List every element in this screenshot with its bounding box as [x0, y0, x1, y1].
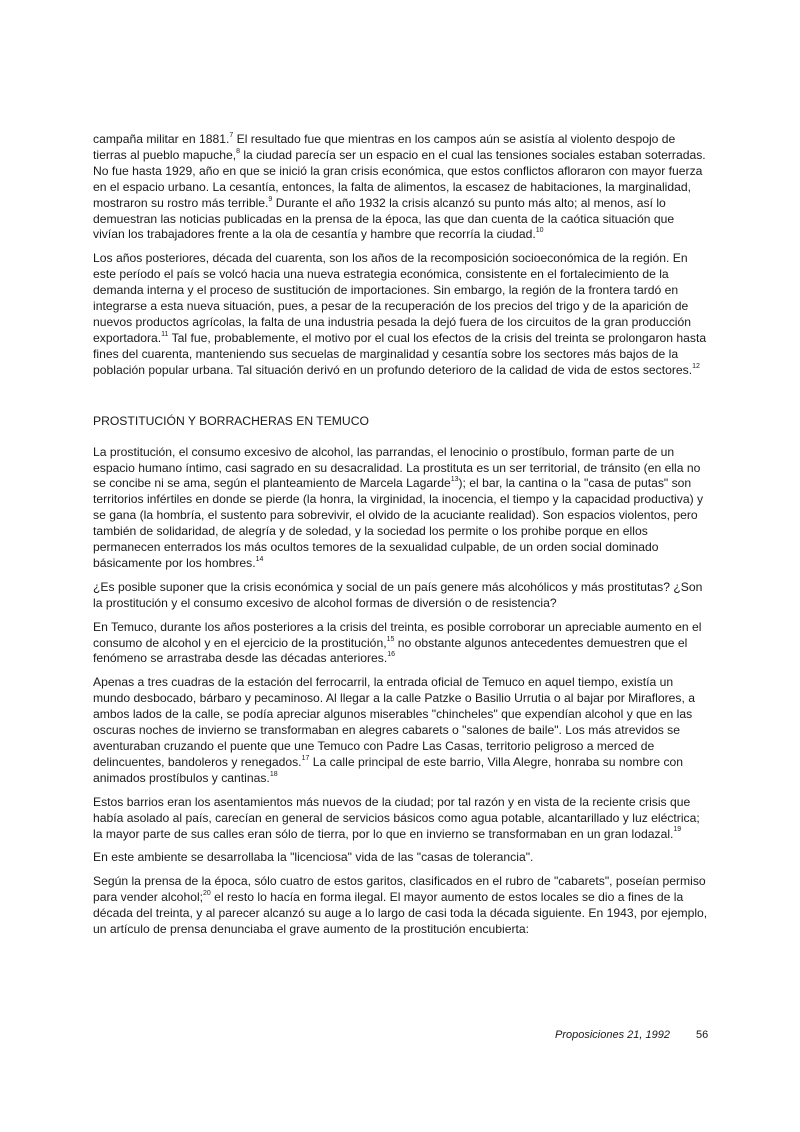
intro-section	[93, 132, 709, 379]
footnote-ref: 14	[255, 555, 264, 563]
page-footer	[555, 1028, 715, 1042]
document-body	[93, 132, 709, 946]
paragraph	[93, 795, 709, 843]
section-heading: PROSTITUCIÓN Y BORRACHERAS EN TEMUCO	[93, 413, 369, 428]
footnote-ref: 17	[301, 754, 310, 762]
text-run: Tal fue, probablemente, el motivo por el cual los efectos de la crisis del treinta se prolongaron hasta fines del cuarenta, manteniendo sus secuelas de marginalidad y cesantía sobre los sectores más bajos de la población popular urbana. Tal situación derivó en un profundo deterioro de la calidad de vida de estos sectores.	[93, 330, 707, 377]
footnote-ref: 19	[673, 826, 682, 834]
paragraph	[93, 251, 709, 378]
footnote-ref: 12	[692, 362, 700, 370]
text-run: Estos barrios eran los asentamientos más nuevos de la ciudad; por tal razón y en vista de la reciente crisis que había asolado al país, carecían en general de servicios básicos como agua potable, alcantarillado y luz eléctrica; la mayor parte de sus calles eran sólo de tierra, por lo que en invierno se transformaban en un gran lodazal.	[93, 794, 700, 841]
footnote-ref: 15	[386, 635, 395, 643]
paragraph	[93, 445, 709, 572]
text-run: Durante el año 1932 la crisis alcanzó su punto más alto; al menos, así lo demuestran las noticias publicadas en la prensa de la época, las que dan cuenta de la caótica situación que vivían los trabajadores frente a la ola de cesantía y hambre que recorría la ciudad.	[93, 195, 675, 242]
text-run: no obstante algunos antecedentes demuestren que el fenómeno se arrastraba desde las décadas anteriores.	[93, 635, 688, 666]
text-run: Los años posteriores, década del cuarenta, son los años de la recomposición socioeconómica de la región. En este período el país se volcó hacia una nueva estrategia económica, consistente en el fortalecimiento de la demanda interna y el proceso de sustitución de importaciones. Sin embargo, la región de la frontera tardó en integrarse a esta nueva situación, pues, a pesar de la recuperación de los precios del trigo y de la aparición de nuevos productos agrícolas, la falta de una industria pesada la dejó fuera de los circuitos de la gran producción exportadora.	[93, 251, 691, 345]
text-run: ); el bar, la cantina o la "casa de putas" son territorios infértiles en donde se pierde (la honra, la virginidad, la inocencia, el tiempo y la capacidad productiva) y se gana (la hombría, el sustento para sobrevivir, el olvido de la acuciante realidad). Son espacios violentos, pero también de solidaridad, de alegría y de soledad, y la sociedad los permite o los prohibe porque en ellos permanecen enterrados los más ocultos temores de la sexualidad culpable, de un orden social dominado básicamente por los hombres.	[93, 476, 704, 570]
paragraph	[93, 132, 709, 243]
paragraph	[93, 874, 709, 938]
footnote-ref: 10	[535, 227, 544, 235]
footnote-ref: 11	[161, 330, 169, 338]
paragraph	[93, 850, 709, 866]
text-run: La calle principal de este barrio, Villa Alegre, honraba su nombre con animados prostíbulos y cantinas.	[93, 754, 684, 785]
paragraph	[93, 580, 709, 612]
text-run: En Temuco, durante los años posteriores a la crisis del treinta, es posible corroborar un apreciable aumento en el consumo de alcohol y en el ejercicio de la prostitución,	[93, 619, 702, 650]
text-run: Según la prensa de la época, sólo cuatro de estos garitos, clasificados en el rubro de "cabarets", poseían permiso para vender alcohol;	[93, 874, 706, 905]
paragraph	[93, 675, 709, 786]
text-run: Apenas a tres cuadras de la estación del ferrocarril, la entrada oficial de Temuco en aquel tiempo, existía un mundo desbocado, bárbaro y pecaminoso. Al llegar a la calle Patzke o Basilio Urrutia o al bajar por Miraflores, a ambos lados de la calle, se podía apreciar algunos miserables "chincheles" que expendían alcohol y que en las oscuras noches de invierno se transformaban en alegres cabarets o "salones de baile". Los más atrevidos se aventuraban cruzando el puente que une Temuco con Padre Las Casas, territorio peligroso a merced de delincuentes, bandoleros y renegados.	[93, 675, 695, 769]
footnote-ref: 16	[387, 651, 396, 659]
page-number: 56	[696, 1029, 709, 1041]
footnote-ref: 20	[203, 890, 211, 898]
text-run: el resto lo hacía en forma ilegal. El mayor aumento de estos locales se dio a fines de la década del treinta, y al parecer alcanzó su auge a lo largo de casi toda la década siguiente. En 1943, por ejemplo, un artículo de prensa denunciaba el grave aumento de la prostitución encubierta:	[93, 890, 708, 937]
footnote-ref: 7	[229, 131, 234, 139]
footnote-ref: 13	[450, 476, 459, 484]
text-run: El resultado fue que mientras en los campos aún se asistía al violento despojo de tierras al pueblo mapuche,	[93, 132, 676, 162]
footnote-ref: 18	[269, 770, 278, 778]
text-run: campaña militar en 1881.	[93, 132, 230, 146]
section-spacer	[93, 387, 709, 413]
prostitution-section	[93, 445, 709, 938]
footnote-ref: 9	[268, 195, 273, 203]
text-run: En este ambiente se desarrollaba la "licenciosa" vida de las "casas de tolerancia".	[93, 850, 534, 865]
text-run: la ciudad parecía ser un espacio en el cual las tensiones sociales estaban soterradas. No fue hasta 1929, año en que se inició la gran crisis económica, que estos conflictos afloraron con mayor fuerza en el espacio urbano. La cesantía, entonces, la falta de alimentos, la escasez de habitaciones, la marginalidad, mostraron su rostro más terrible.	[93, 147, 706, 210]
text-run: ¿Es posible suponer que la crisis económica y social de un país genere más alcohólicos y más prostitutas? ¿Son la prostitución y el consumo excesivo de alcohol formas de diversión o de resistencia?	[93, 579, 703, 610]
text-run: La prostitución, el consumo excesivo de alcohol, las parrandas, el lenocinio o prostíbulo, forman parte de un espacio humano íntimo, casi sagrado en su desacralidad. La prostituta es un ser territorial, de tránsito (en ella no se concibe ni se ama, según el planteamiento de Marcela Lagarde	[93, 444, 701, 491]
paragraph	[93, 620, 709, 668]
footnote-ref: 8	[236, 147, 240, 155]
footer-journal: Proposiciones 21, 1992	[555, 1029, 670, 1041]
